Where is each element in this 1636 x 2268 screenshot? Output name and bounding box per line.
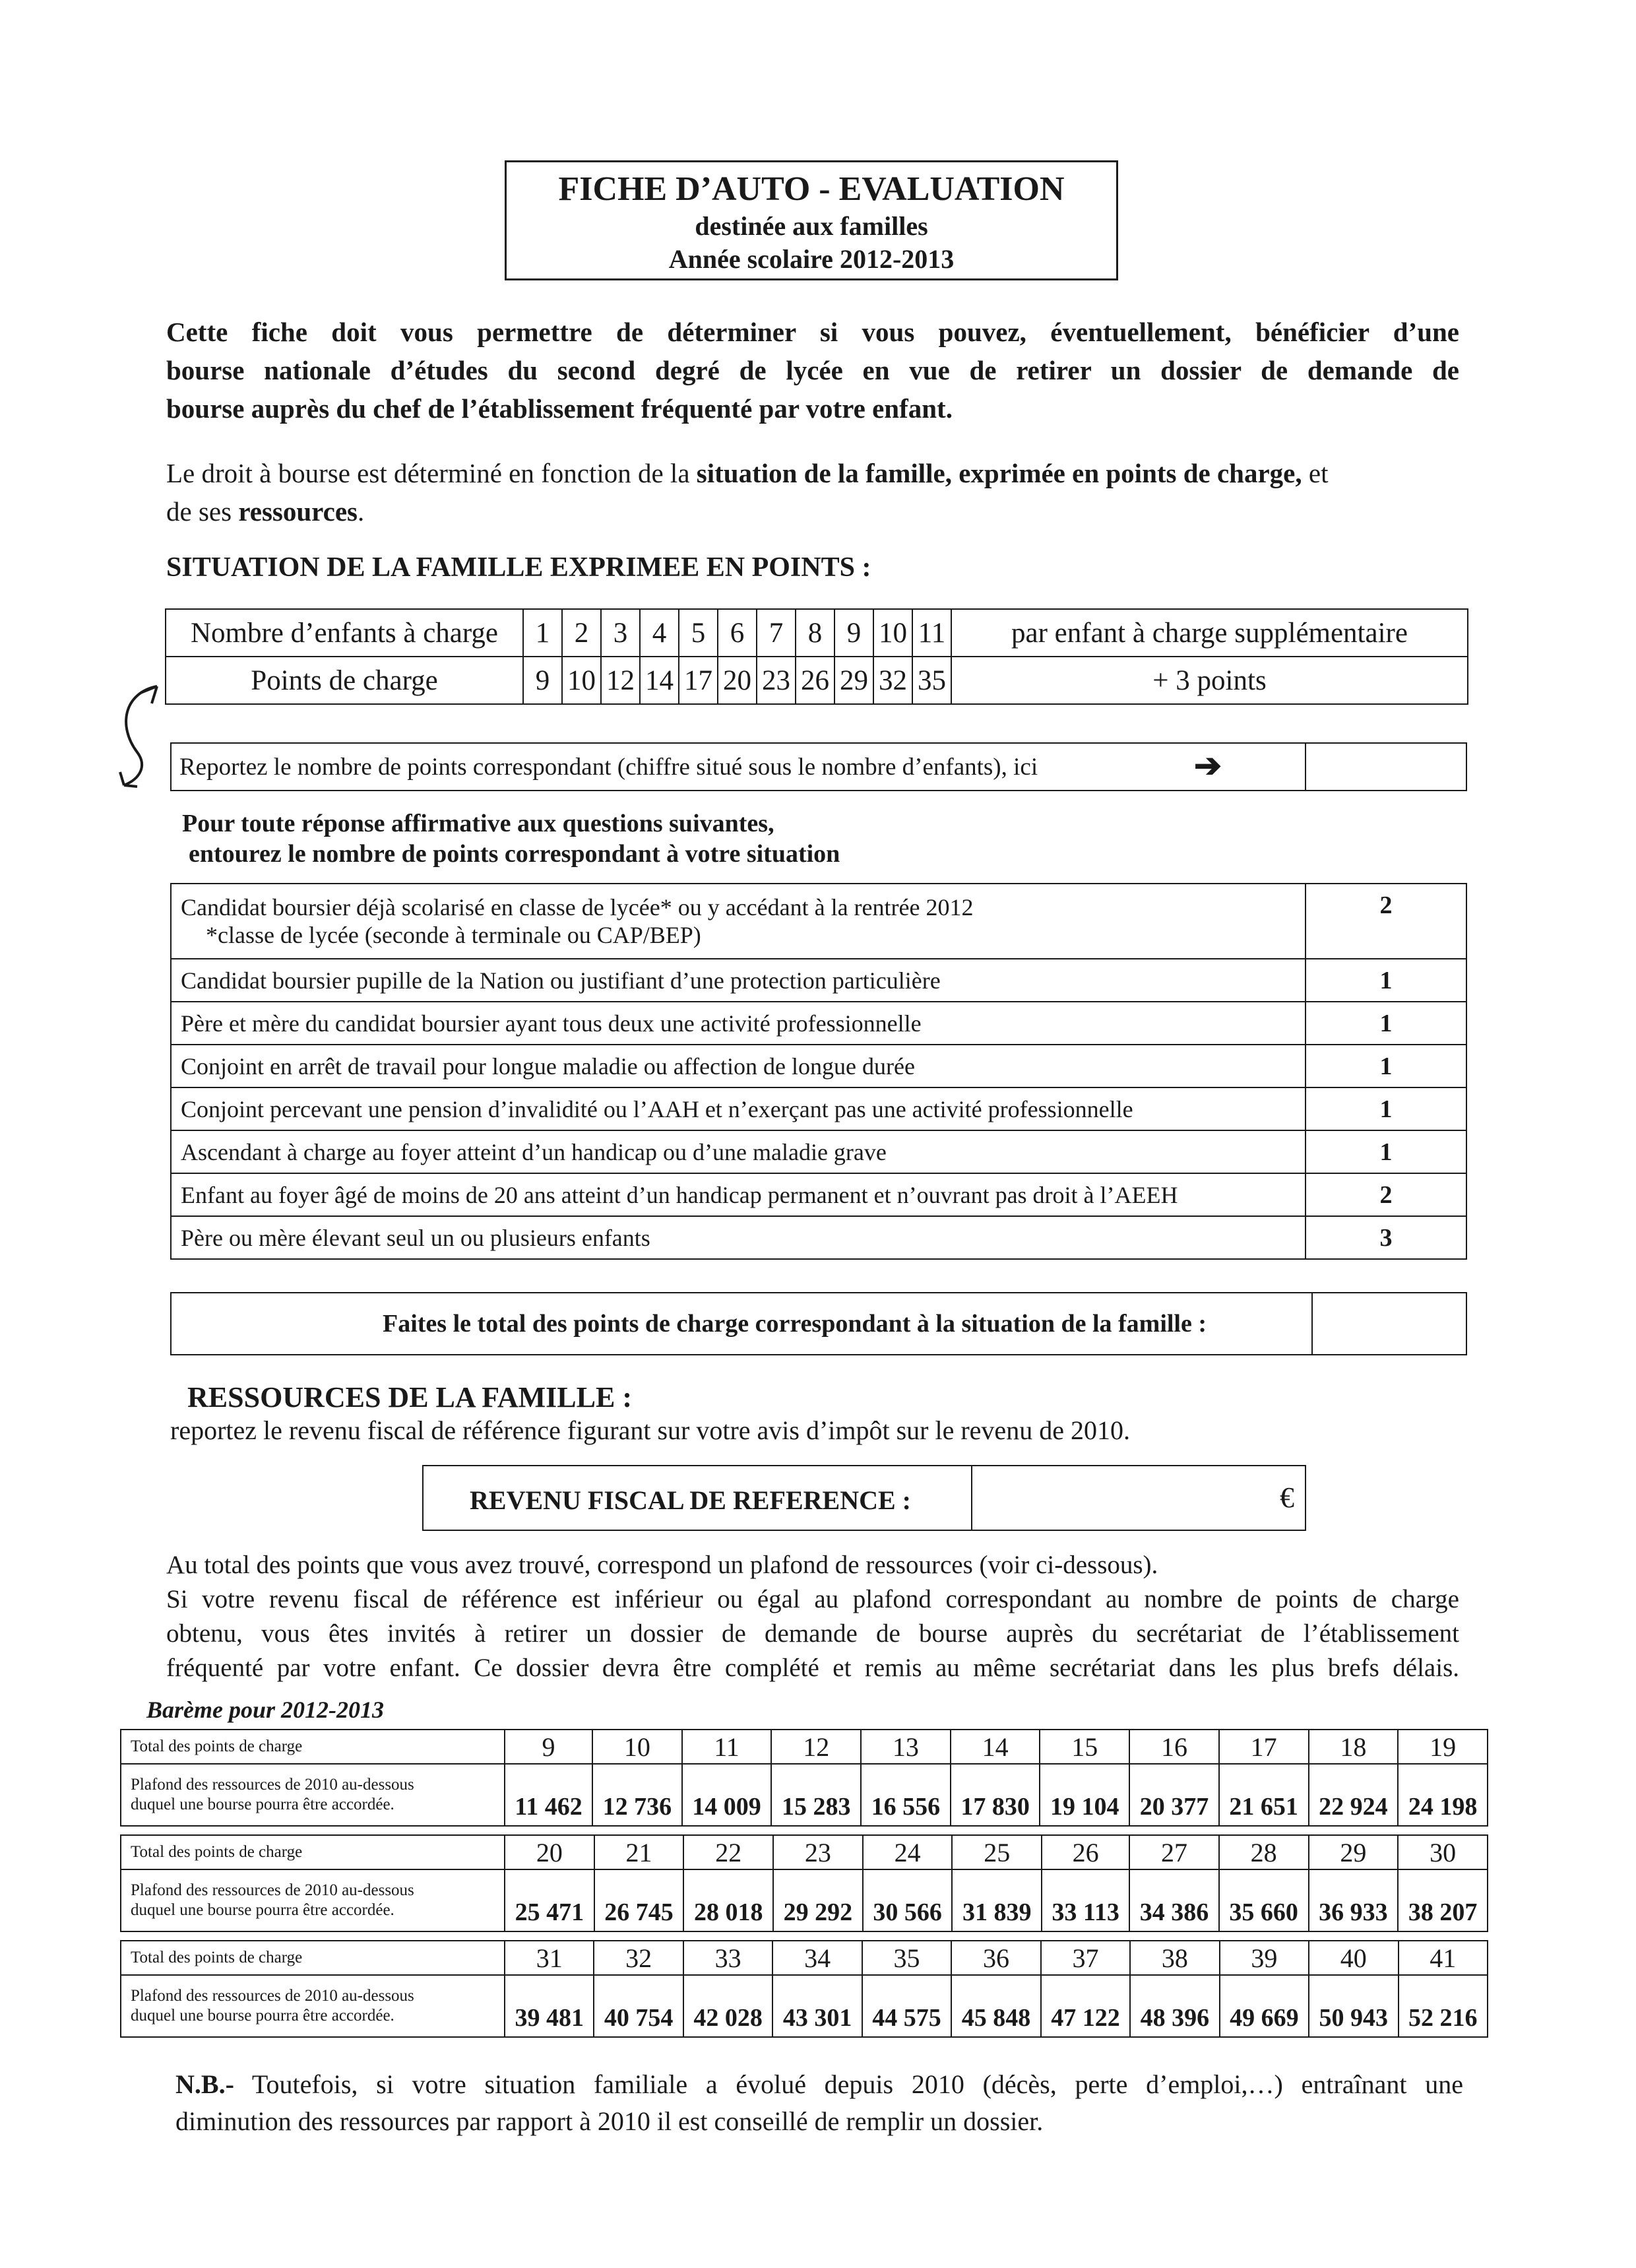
revenue-box: [422, 1465, 1306, 1531]
question-text: [171, 884, 1306, 959]
bareme-points: 25: [952, 1835, 1042, 1869]
bareme-ceiling: 45 848: [951, 1975, 1040, 2037]
question-row: [171, 1087, 1466, 1130]
bareme-points: 22: [683, 1835, 773, 1869]
bareme-points-row: [121, 1730, 1488, 1764]
bareme-ceiling: 25 471: [505, 1869, 594, 1931]
bareme-title: Barème pour 2012-2013: [146, 1697, 384, 1723]
bareme-ceiling: 16 556: [861, 1764, 951, 1826]
bareme-row2-label-line: Plafond des ressources de 2010 au-dessous: [131, 1987, 414, 2005]
question-points[interactable]: 2: [1306, 884, 1466, 959]
extra-child-label: par enfant à charge supplémentaire: [951, 609, 1468, 657]
bareme-ceiling: 19 104: [1040, 1764, 1129, 1826]
question-text: Père et mère du candidat boursier ayant tous deux une activité professionnelle: [171, 1002, 1306, 1045]
bareme-ceiling: 35 660: [1219, 1869, 1309, 1931]
rule-bold: situation de la famille, exprimée en points de charge,: [696, 458, 1302, 488]
bareme-points-row: [121, 1941, 1488, 1975]
bareme-points: 33: [683, 1941, 772, 1975]
question-text: Conjoint en arrêt de travail pour longue maladie ou affection de longue durée: [171, 1045, 1306, 1087]
bareme-points: 10: [592, 1730, 682, 1764]
intro-line-1: Cette fiche doit vous permettre de déterminer si vous pouvez, éventuellement, bénéficier d’une: [166, 317, 1459, 347]
bareme-points: 15: [1040, 1730, 1129, 1764]
rule-text: Le droit à bourse est déterminé en fonction de la: [166, 458, 697, 488]
question-row: [171, 959, 1466, 1002]
bareme-ceiling: 21 651: [1219, 1764, 1309, 1826]
charge-points: 35: [912, 657, 951, 704]
bareme-ceiling: 14 009: [682, 1764, 772, 1826]
bareme-points: 40: [1309, 1941, 1398, 1975]
bareme-points: 26: [1042, 1835, 1129, 1869]
bareme-points: 9: [505, 1730, 592, 1764]
charge-points: 9: [523, 657, 562, 704]
bareme-ceiling: 20 377: [1129, 1764, 1219, 1826]
bareme-ceiling: 29 292: [773, 1869, 863, 1931]
charge-points: 32: [873, 657, 912, 704]
bareme-points: 28: [1219, 1835, 1309, 1869]
bareme-ceiling: 28 018: [683, 1869, 773, 1931]
bareme-points: 27: [1129, 1835, 1219, 1869]
bareme-ceiling: 22 924: [1309, 1764, 1399, 1826]
points-label: Points de charge: [166, 657, 523, 704]
rule-text: et: [1302, 458, 1329, 488]
children-count: 11: [912, 609, 951, 657]
bareme-table-2: [120, 1834, 1488, 1932]
bareme-points: 34: [772, 1941, 862, 1975]
bareme-points: 31: [505, 1941, 594, 1975]
bareme-ceiling: 48 396: [1130, 1975, 1219, 2037]
bareme-ceiling: 34 386: [1129, 1869, 1219, 1931]
revenue-input-field[interactable]: [971, 1466, 1304, 1530]
bareme-points: 19: [1398, 1730, 1488, 1764]
bareme-ceiling: 26 745: [594, 1869, 684, 1931]
bareme-points: 16: [1129, 1730, 1219, 1764]
children-row: [166, 609, 1468, 657]
explain-line-4: fréquenté par votre enfant. Ce dossier devra être complété et remis au même secrétariat dans les plus brefs délais.: [166, 1654, 1459, 1682]
children-count: 10: [873, 609, 912, 657]
total-points-field[interactable]: [1311, 1293, 1464, 1354]
total-points-label: Faites le total des points de charge correspondant à la situation de la famille :: [383, 1310, 1207, 1338]
children-count: 8: [796, 609, 834, 657]
family-section-heading: SITUATION DE LA FAMILLE EXPRIMEE EN POINTS :: [166, 552, 871, 583]
bareme-ceiling: 17 830: [951, 1764, 1040, 1826]
bareme-ceiling-row: [121, 1869, 1488, 1931]
bareme-ceiling: 47 122: [1041, 1975, 1130, 2037]
right-arrow-icon: ➔: [1194, 747, 1222, 784]
nb-label: N.B.-: [175, 2069, 234, 2099]
bareme-points: 12: [771, 1730, 861, 1764]
question-row: [171, 1045, 1466, 1087]
children-count: 1: [523, 609, 562, 657]
bareme-row2-label-line: Plafond des ressources de 2010 au-dessous: [131, 1776, 414, 1794]
bareme-row2-label-line: duquel une bourse pourra être accordée.: [131, 1901, 394, 1919]
nb-text: Toutefois, si votre situation familiale a évolué depuis 2010 (décès, perte d’emploi,…) entraînant une: [234, 2069, 1463, 2099]
bareme-row2-label-line: Plafond des ressources de 2010 au-dessous: [131, 1881, 414, 1899]
intro-line-3: bourse auprès du chef de l’établissement fréquenté par votre enfant.: [166, 393, 953, 424]
question-row: [171, 1002, 1466, 1045]
question-points[interactable]: 1: [1306, 1002, 1466, 1045]
question-label: Candidat boursier déjà scolarisé en classe de lycée* ou y accédant à la rentrée 2012: [181, 894, 974, 921]
question-points[interactable]: 3: [1306, 1216, 1466, 1259]
bareme-points: 20: [505, 1835, 594, 1869]
extra-child-points: + 3 points: [951, 657, 1468, 704]
bareme-points: 30: [1398, 1835, 1488, 1869]
children-count: 5: [679, 609, 718, 657]
rule-bold: ressources: [238, 496, 358, 527]
bareme-ceiling: 39 481: [505, 1975, 594, 2037]
bareme-ceiling: 15 283: [771, 1764, 861, 1826]
resources-heading: RESSOURCES DE LA FAMILLE :: [187, 1381, 632, 1413]
bareme-ceiling: 30 566: [863, 1869, 953, 1931]
points-row: [166, 657, 1468, 704]
children-count: 4: [640, 609, 679, 657]
bareme-row2-label: [121, 1975, 505, 2037]
euro-symbol: €: [1280, 1481, 1294, 1514]
question-row: [171, 1216, 1466, 1259]
school-year: Année scolaire 2012-2013: [668, 244, 955, 274]
report-points-field[interactable]: [1305, 744, 1464, 790]
explain-line-1: Au total des points que vous avez trouvé, correspond un plafond de ressources (voir ci-dessous).: [166, 1551, 1158, 1579]
bareme-ceiling: 52 216: [1399, 1975, 1488, 2037]
question-row: [171, 1130, 1466, 1173]
bareme-ceiling: 38 207: [1398, 1869, 1488, 1931]
children-count: 6: [718, 609, 757, 657]
children-count: 9: [834, 609, 873, 657]
nb-line-1: [175, 2065, 1463, 2104]
question-points[interactable]: 2: [1306, 1173, 1466, 1216]
bareme-ceiling-row: [121, 1764, 1488, 1826]
bareme-ceiling: 12 736: [592, 1764, 682, 1826]
bareme-points: 38: [1130, 1941, 1219, 1975]
bareme-row2-label: [121, 1869, 505, 1931]
points-table: [165, 608, 1468, 705]
bareme-points: 41: [1399, 1941, 1488, 1975]
report-points-box: [170, 742, 1467, 791]
bareme-row2-label-line: duquel une bourse pourra être accordée.: [131, 2007, 394, 2025]
charge-points: 20: [718, 657, 757, 704]
bareme-points: 32: [594, 1941, 683, 1975]
bareme-points: 37: [1041, 1941, 1130, 1975]
question-points[interactable]: 1: [1306, 1087, 1466, 1130]
questions-intro-2: entourez le nombre de points correspondant à votre situation: [189, 840, 840, 868]
charge-points: 26: [796, 657, 834, 704]
explain-line-3: obtenu, vous êtes invités à retirer un dossier de demande de bourse auprès du secrétariat de l’établissement: [166, 1619, 1459, 1648]
children-count: 2: [562, 609, 601, 657]
bareme-ceiling: 42 028: [683, 1975, 772, 2037]
charge-points: 23: [757, 657, 796, 704]
charge-points: 14: [640, 657, 679, 704]
bareme-row1-label: Total des points de charge: [121, 1835, 505, 1869]
bareme-ceiling: 33 113: [1042, 1869, 1129, 1931]
bareme-points: 18: [1309, 1730, 1399, 1764]
bareme-points: 17: [1219, 1730, 1309, 1764]
bareme-ceiling: 31 839: [952, 1869, 1042, 1931]
question-points[interactable]: 1: [1306, 959, 1466, 1002]
children-count: 3: [601, 609, 640, 657]
bareme-ceiling-row: [121, 1975, 1488, 2037]
bareme-row1-label: Total des points de charge: [121, 1730, 505, 1764]
bareme-row2-label-line: duquel une bourse pourra être accordée.: [131, 1796, 394, 1813]
rule-line-2: [166, 492, 1459, 531]
charge-points: 12: [601, 657, 640, 704]
charge-points: 17: [679, 657, 718, 704]
bareme-row1-label: Total des points de charge: [121, 1941, 505, 1975]
bareme-ceiling: 36 933: [1309, 1869, 1399, 1931]
bareme-points: 29: [1309, 1835, 1399, 1869]
charge-points: 29: [834, 657, 873, 704]
bareme-points: 23: [773, 1835, 863, 1869]
header-box: [505, 160, 1118, 280]
bareme-points: 36: [951, 1941, 1040, 1975]
bareme-points: 21: [594, 1835, 684, 1869]
intro-line-2: bourse nationale d’études du second degré de lycée en vue de retirer un dossier de demande de: [166, 355, 1459, 385]
rule-line-1: [166, 454, 1459, 492]
bareme-ceiling: 11 462: [505, 1764, 592, 1826]
explain-line-2: Si votre revenu fiscal de référence est inférieur ou égal au plafond correspondant au nombre de points de charge: [166, 1585, 1459, 1613]
form-title: FICHE D’AUTO - EVALUATION: [558, 170, 1065, 208]
bareme-points-row: [121, 1835, 1488, 1869]
question-text: Enfant au foyer âgé de moins de 20 ans atteint d’un handicap permanent et n’ouvrant pas droit à l’AEEH: [171, 1173, 1306, 1216]
nb-line-2: diminution des ressources par rapport à 2010 il est conseillé de remplir un dossier.: [175, 2106, 1044, 2136]
rule-text: de ses: [166, 496, 239, 527]
revenue-label: REVENU FISCAL DE REFERENCE :: [470, 1485, 911, 1515]
report-instruction: Reportez le nombre de points correspondant (chiffre situé sous le nombre d’enfants), ici: [179, 754, 1038, 781]
children-label: Nombre d’enfants à charge: [166, 609, 523, 657]
question-row: [171, 884, 1466, 959]
question-points[interactable]: 1: [1306, 1130, 1466, 1173]
bareme-points: 14: [951, 1730, 1040, 1764]
bareme-points: 11: [682, 1730, 772, 1764]
question-text: Ascendant à charge au foyer atteint d’un handicap ou d’une maladie grave: [171, 1130, 1306, 1173]
question-points[interactable]: 1: [1306, 1045, 1466, 1087]
charge-points: 10: [562, 657, 601, 704]
question-text: Père ou mère élevant seul un ou plusieurs enfants: [171, 1216, 1306, 1259]
rule-text: .: [358, 496, 365, 527]
question-row: [171, 1173, 1466, 1216]
resources-subheading: reportez le revenu fiscal de référence figurant sur votre avis d’impôt sur le revenu de 2010.: [170, 1415, 1130, 1445]
form-subtitle: destinée aux familles: [695, 211, 928, 241]
question-text: Conjoint percevant une pension d’invalidité ou l’AAH et n’exerçant pas une activité professionnelle: [171, 1087, 1306, 1130]
bareme-ceiling: 24 198: [1398, 1764, 1488, 1826]
bareme-ceiling: 43 301: [772, 1975, 862, 2037]
bareme-ceiling: 44 575: [862, 1975, 951, 2037]
questions-table: [170, 883, 1467, 1260]
bareme-ceiling: 40 754: [594, 1975, 683, 2037]
children-count: 7: [757, 609, 796, 657]
bareme-table-3: [120, 1940, 1488, 2038]
questions-intro-1: Pour toute réponse affirmative aux questions suivantes,: [182, 810, 774, 837]
curved-arrow-icon: [111, 680, 170, 798]
question-note: *classe de lycée (seconde à terminale ou CAP/BEP): [206, 922, 701, 948]
bareme-ceiling: 49 669: [1220, 1975, 1309, 2037]
bareme-points: 13: [861, 1730, 951, 1764]
bareme-points: 24: [863, 1835, 953, 1869]
bareme-row2-label: [121, 1764, 505, 1826]
total-points-box: [170, 1292, 1467, 1355]
bareme-points: 35: [862, 1941, 951, 1975]
bareme-table-1: [120, 1729, 1488, 1827]
question-text: Candidat boursier pupille de la Nation ou justifiant d’une protection particulière: [171, 959, 1306, 1002]
bareme-ceiling: 50 943: [1309, 1975, 1398, 2037]
bareme-points: 39: [1220, 1941, 1309, 1975]
